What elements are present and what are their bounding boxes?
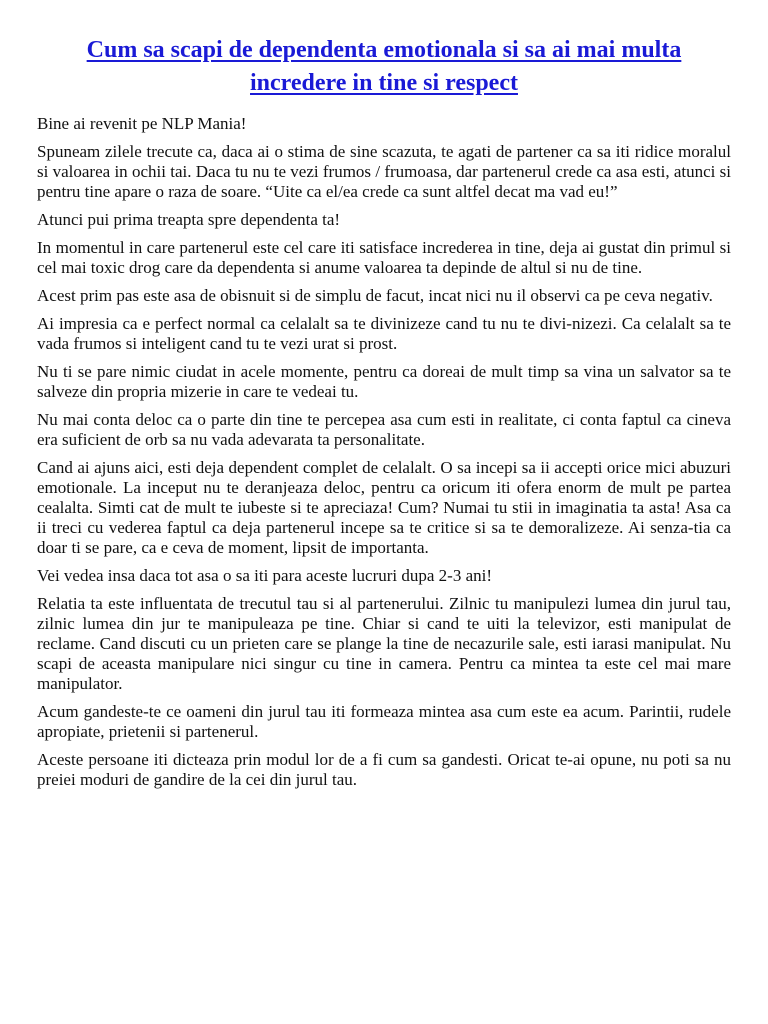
article-title[interactable]: Cum sa scapi de dependenta emotionala si sa ai mai multa incredere in tine si respect: [86, 37, 682, 96]
paragraph-9: Cand ai ajuns aici, esti deja dependent complet de celalalt. O sa incepi sa ii accepti orice mici abuzuri emotionale. La inceput nu te deranjeaza deloc, pentru ca oricum iti ofera enorm de mult pe partea cealalta. Simti cat de mult te iubeste si te apreciaza! Cum? Numai tu stii in imaginatia ta asta! Asa ca ii treci cu vederea faptul ca deja partenerul incepe sa te critice si sa te demoralizeze. Ai senza-tia ca doar ti se pare, ca e ceva de moment, lipsit de importanta.: [37, 458, 731, 557]
paragraph-1: Bine ai revenit pe NLP Mania!: [37, 114, 247, 133]
paragraph-10: Vei vedea insa daca tot asa o sa iti para aceste lucruri dupa 2-3 ani!: [37, 566, 493, 585]
paragraph-8: Nu mai conta deloc ca o parte din tine te percepea asa cum esti in realitate, ci conta faptul ca cineva era suficient de orb sa nu vada adevarata ta personalitate.: [37, 410, 731, 449]
paragraph-7: Nu ti se pare nimic ciudat in acele momente, pentru ca doreai de mult timp sa vina un salvator sa te salveze din propria mizerie in care te vedeai tu.: [37, 362, 731, 401]
paragraph-13: Aceste persoane iti dicteaza prin modul lor de a fi cum sa gandesti. Oricat te-ai opune, nu poti sa nu preiei moduri de gandire de la cei din jurul tau.: [37, 750, 731, 789]
document-page: [37, 34, 731, 798]
paragraph-5: Acest prim pas este asa de obisnuit si de simplu de facut, incat nici nu il observi ca pe ceva negativ.: [37, 286, 713, 305]
paragraph-11: Relatia ta este influentata de trecutul tau si al partenerului. Zilnic tu manipulezi lumea din jurul tau, zilnic lumea din jur te manipuleaza pe tine. Chiar si cand te uiti la televizor, esti manipulat de reclame. Cand discuti cu un prieten care se plange la tine de necazurile sale, esti iarasi manipulat. Nu scapi de aceasta manipulare nici singur cu tine in camera. Pentru ca mintea ta este cel mai mare manipulator.: [37, 594, 731, 693]
paragraph-4: In momentul in care partenerul este cel care iti satisface increderea in tine, deja ai gustat din primul si cel mai toxic drog care da dependenta si anume valoarea ta depinde de altul si nu de tine.: [37, 238, 731, 277]
paragraph-12: Acum gandeste-te ce oameni din jurul tau iti formeaza mintea asa cum este ea acum. Parintii, rudele apropiate, prietenii si partenerul.: [37, 702, 731, 741]
paragraph-2: Spuneam zilele trecute ca, daca ai o stima de sine scazuta, te agati de partener ca sa iti ridice moralul si valoarea in ochii tai. Daca tu nu te vezi frumos / frumoasa, dar partenerul crede ca asa esti, atunci si pentru tine apare o raza de soare. “Uite ca el/ea crede ca sunt altfel decat ma vad eu!”: [37, 142, 731, 201]
paragraph-6: Ai impresia ca e perfect normal ca celalalt sa te divinizeze cand tu nu te divi-nizezi. Ca celalalt sa te vada frumos si inteligent cand tu te vezi urat si prost.: [37, 314, 731, 353]
paragraph-3: Atunci pui prima treapta spre dependenta ta!: [37, 210, 341, 229]
